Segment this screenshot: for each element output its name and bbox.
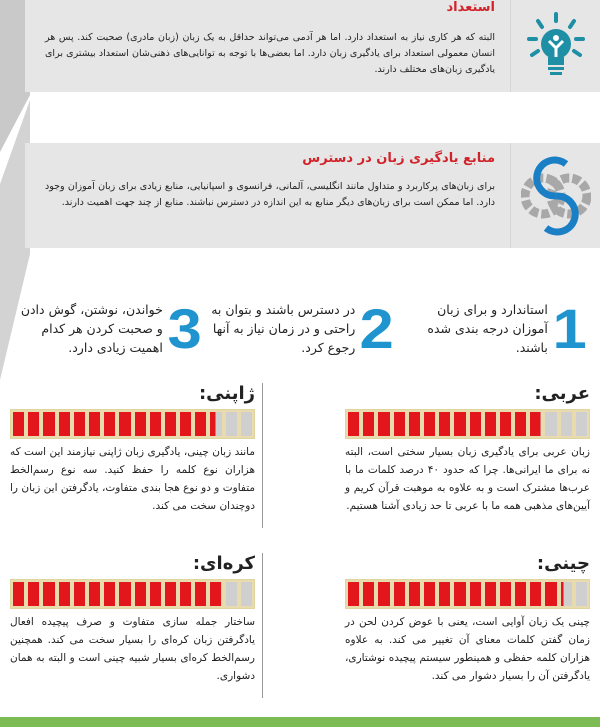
point-number: 2 (359, 296, 395, 360)
bar-cell (453, 581, 466, 607)
bar-cell (423, 411, 436, 437)
bar-cell (514, 411, 527, 437)
bar-cell (423, 581, 436, 607)
language-name: ژاپنی: (198, 383, 255, 404)
bar-cell (560, 411, 573, 437)
bar-cell (164, 581, 177, 607)
bar-cell (544, 581, 557, 607)
bar-cell (499, 581, 512, 607)
difficulty-bar (345, 409, 590, 439)
language-description: چینی یک زبان آوایی است، یعنی با عوض کردن لحن در زمان گفتن کلمات معنای آن تغییر می کند. به علاوه هزاران کلمه حفظی و همینطور سیستم پیچیده نوشتاری، یادگرفتن آن را بسیار دشوار می کند. (345, 616, 590, 682)
numbered-points (15, 288, 585, 368)
point-number: 3 (167, 296, 202, 360)
language-description: زبان عربی برای یادگیری زبان بسیار سختی است، البته نه برای ما ایرانی‌ها. چرا که حدود ۴۰ درصد کلمات ما با عرب‌ها مشترک است و به علاوه به موهبت قرآن کریم و آیین‌های مذهبی همه ما با عربی تا حد زیادی آشنا هستیم. (345, 446, 590, 512)
language-card-arabic (345, 383, 590, 515)
section-title: منابع یادگیری زبان در دسترس (302, 151, 495, 166)
bar-cell (347, 411, 360, 437)
bar-cell (73, 581, 86, 607)
bar-cell (118, 581, 131, 607)
bar-cell (149, 411, 162, 437)
bar-cell (118, 411, 131, 437)
bar-cell (377, 581, 390, 607)
bar-cell (27, 581, 40, 607)
bar-cell (484, 411, 497, 437)
bar-cell (88, 411, 101, 437)
language-name: چینی: (536, 553, 590, 574)
bar-cell (362, 581, 375, 607)
bar-cell (529, 411, 542, 437)
bar-cell (103, 581, 116, 607)
language-description: مانند زبان چینی، یادگیری زبان ژاپنی نیازمند این است که هزاران نوع کلمه را حفظ کنید. سه نوع رسم‌الخط متفاوت و دو نوع هجا بندی متفاوت، یادگرفتن این زبان را دوچندان سخت می کند. (10, 446, 255, 512)
bar-cell (240, 581, 253, 607)
bar-cell (575, 411, 588, 437)
bar-cell (408, 581, 421, 607)
bar-cell (73, 411, 86, 437)
language-card-korean (10, 553, 255, 685)
bar-cell (544, 411, 557, 437)
bar-cell (58, 581, 71, 607)
bar-cell (12, 411, 25, 437)
bar-cell (377, 411, 390, 437)
divider (262, 383, 263, 528)
bar-cell (225, 581, 238, 607)
bar-cell (27, 411, 40, 437)
difficulty-bar (10, 409, 255, 439)
bar-cell (484, 581, 497, 607)
point-number: 1 (552, 296, 587, 360)
bar-cell (393, 411, 406, 437)
difficulty-bar (345, 579, 590, 609)
language-name: عربی: (534, 383, 590, 404)
bar-cell (12, 581, 25, 607)
language-card-chinese (345, 553, 590, 685)
bar-cell (88, 581, 101, 607)
language-card-japanese (10, 383, 255, 515)
bar-cell (347, 581, 360, 607)
bar-cell (408, 411, 421, 437)
point-text: خواندن، نوشتن، گوش دادن و صحبت کردن هر کدام اهمیت زیادی دارد. (20, 301, 163, 355)
point-text: استاندارد و برای زبان آموزان درجه بندی شده باشند. (427, 301, 548, 355)
point-item (400, 288, 585, 368)
bar-cell (209, 411, 222, 437)
bar-cell (469, 581, 482, 607)
bar-cell (194, 411, 207, 437)
bar-cell (240, 411, 253, 437)
bar-cell (179, 411, 192, 437)
point-item (208, 288, 393, 368)
bar-cell (560, 581, 573, 607)
point-item (15, 288, 200, 368)
bar-cell (103, 411, 116, 437)
bar-cell (134, 411, 147, 437)
language-description: ساختار جمله سازی متفاوت و صرف پیچیده افعال یادگرفتن زبان کره‌ای را بسیار سخت می کند. همچنین رسم‌الخط کره‌ای بسیار شبیه چینی است و البته به همان دشواری. (10, 616, 255, 682)
bar-cell (42, 581, 55, 607)
bar-cell (164, 411, 177, 437)
bar-cell (453, 411, 466, 437)
bar-cell (179, 581, 192, 607)
bar-cell (393, 581, 406, 607)
point-text: در دسترس باشند و بتوان به راحتی و در زمان نیاز به آنها رجوع کرد. (211, 301, 356, 355)
divider (262, 553, 263, 698)
bar-cell (575, 581, 588, 607)
footer-band (0, 717, 600, 727)
talent-section (25, 0, 600, 92)
bar-cell (499, 411, 512, 437)
bar-cell (42, 411, 55, 437)
bar-cell (149, 581, 162, 607)
section-body: برای زبان‌های پرکاربرد و متداول مانند انگلیسی، آلمانی، فرانسوی و اسپانیایی، منابع زیادی برای زبان آموزان وجود دارد. اما ممکن است برای زبان‌های دیگر منابع به این اندازه در دسترس نباشند. منابع از چند جهت اهمیت دارند. (45, 181, 495, 208)
bar-cell (438, 581, 451, 607)
section-body: البته که هر کاری نیاز به استعداد دارد. اما هر آدمی می‌تواند حداقل به یک زبان (زبان مادری) صحبت کند. پس هر انسان معمولی استعداد برای یادگیری زبان دارد. اما بعضی‌ها با توجه به توانایی‌های ذهنی‌شان استعداد بیشتری برای یادگیری زبان‌های مختلف دارند. (45, 32, 495, 75)
resources-section (25, 143, 600, 248)
bar-cell (362, 411, 375, 437)
bar-cell (134, 581, 147, 607)
lightbulb-person-icon (510, 0, 600, 92)
bar-cell (209, 581, 222, 607)
language-name: کره‌ای: (192, 553, 255, 574)
bar-cell (529, 581, 542, 607)
bar-cell (225, 411, 238, 437)
section-title: استعداد (446, 0, 495, 15)
bar-cell (514, 581, 527, 607)
bar-cell (58, 411, 71, 437)
linked-arrows-icon (510, 143, 600, 248)
bar-cell (194, 581, 207, 607)
bar-cell (469, 411, 482, 437)
difficulty-bar (10, 579, 255, 609)
bar-cell (438, 411, 451, 437)
